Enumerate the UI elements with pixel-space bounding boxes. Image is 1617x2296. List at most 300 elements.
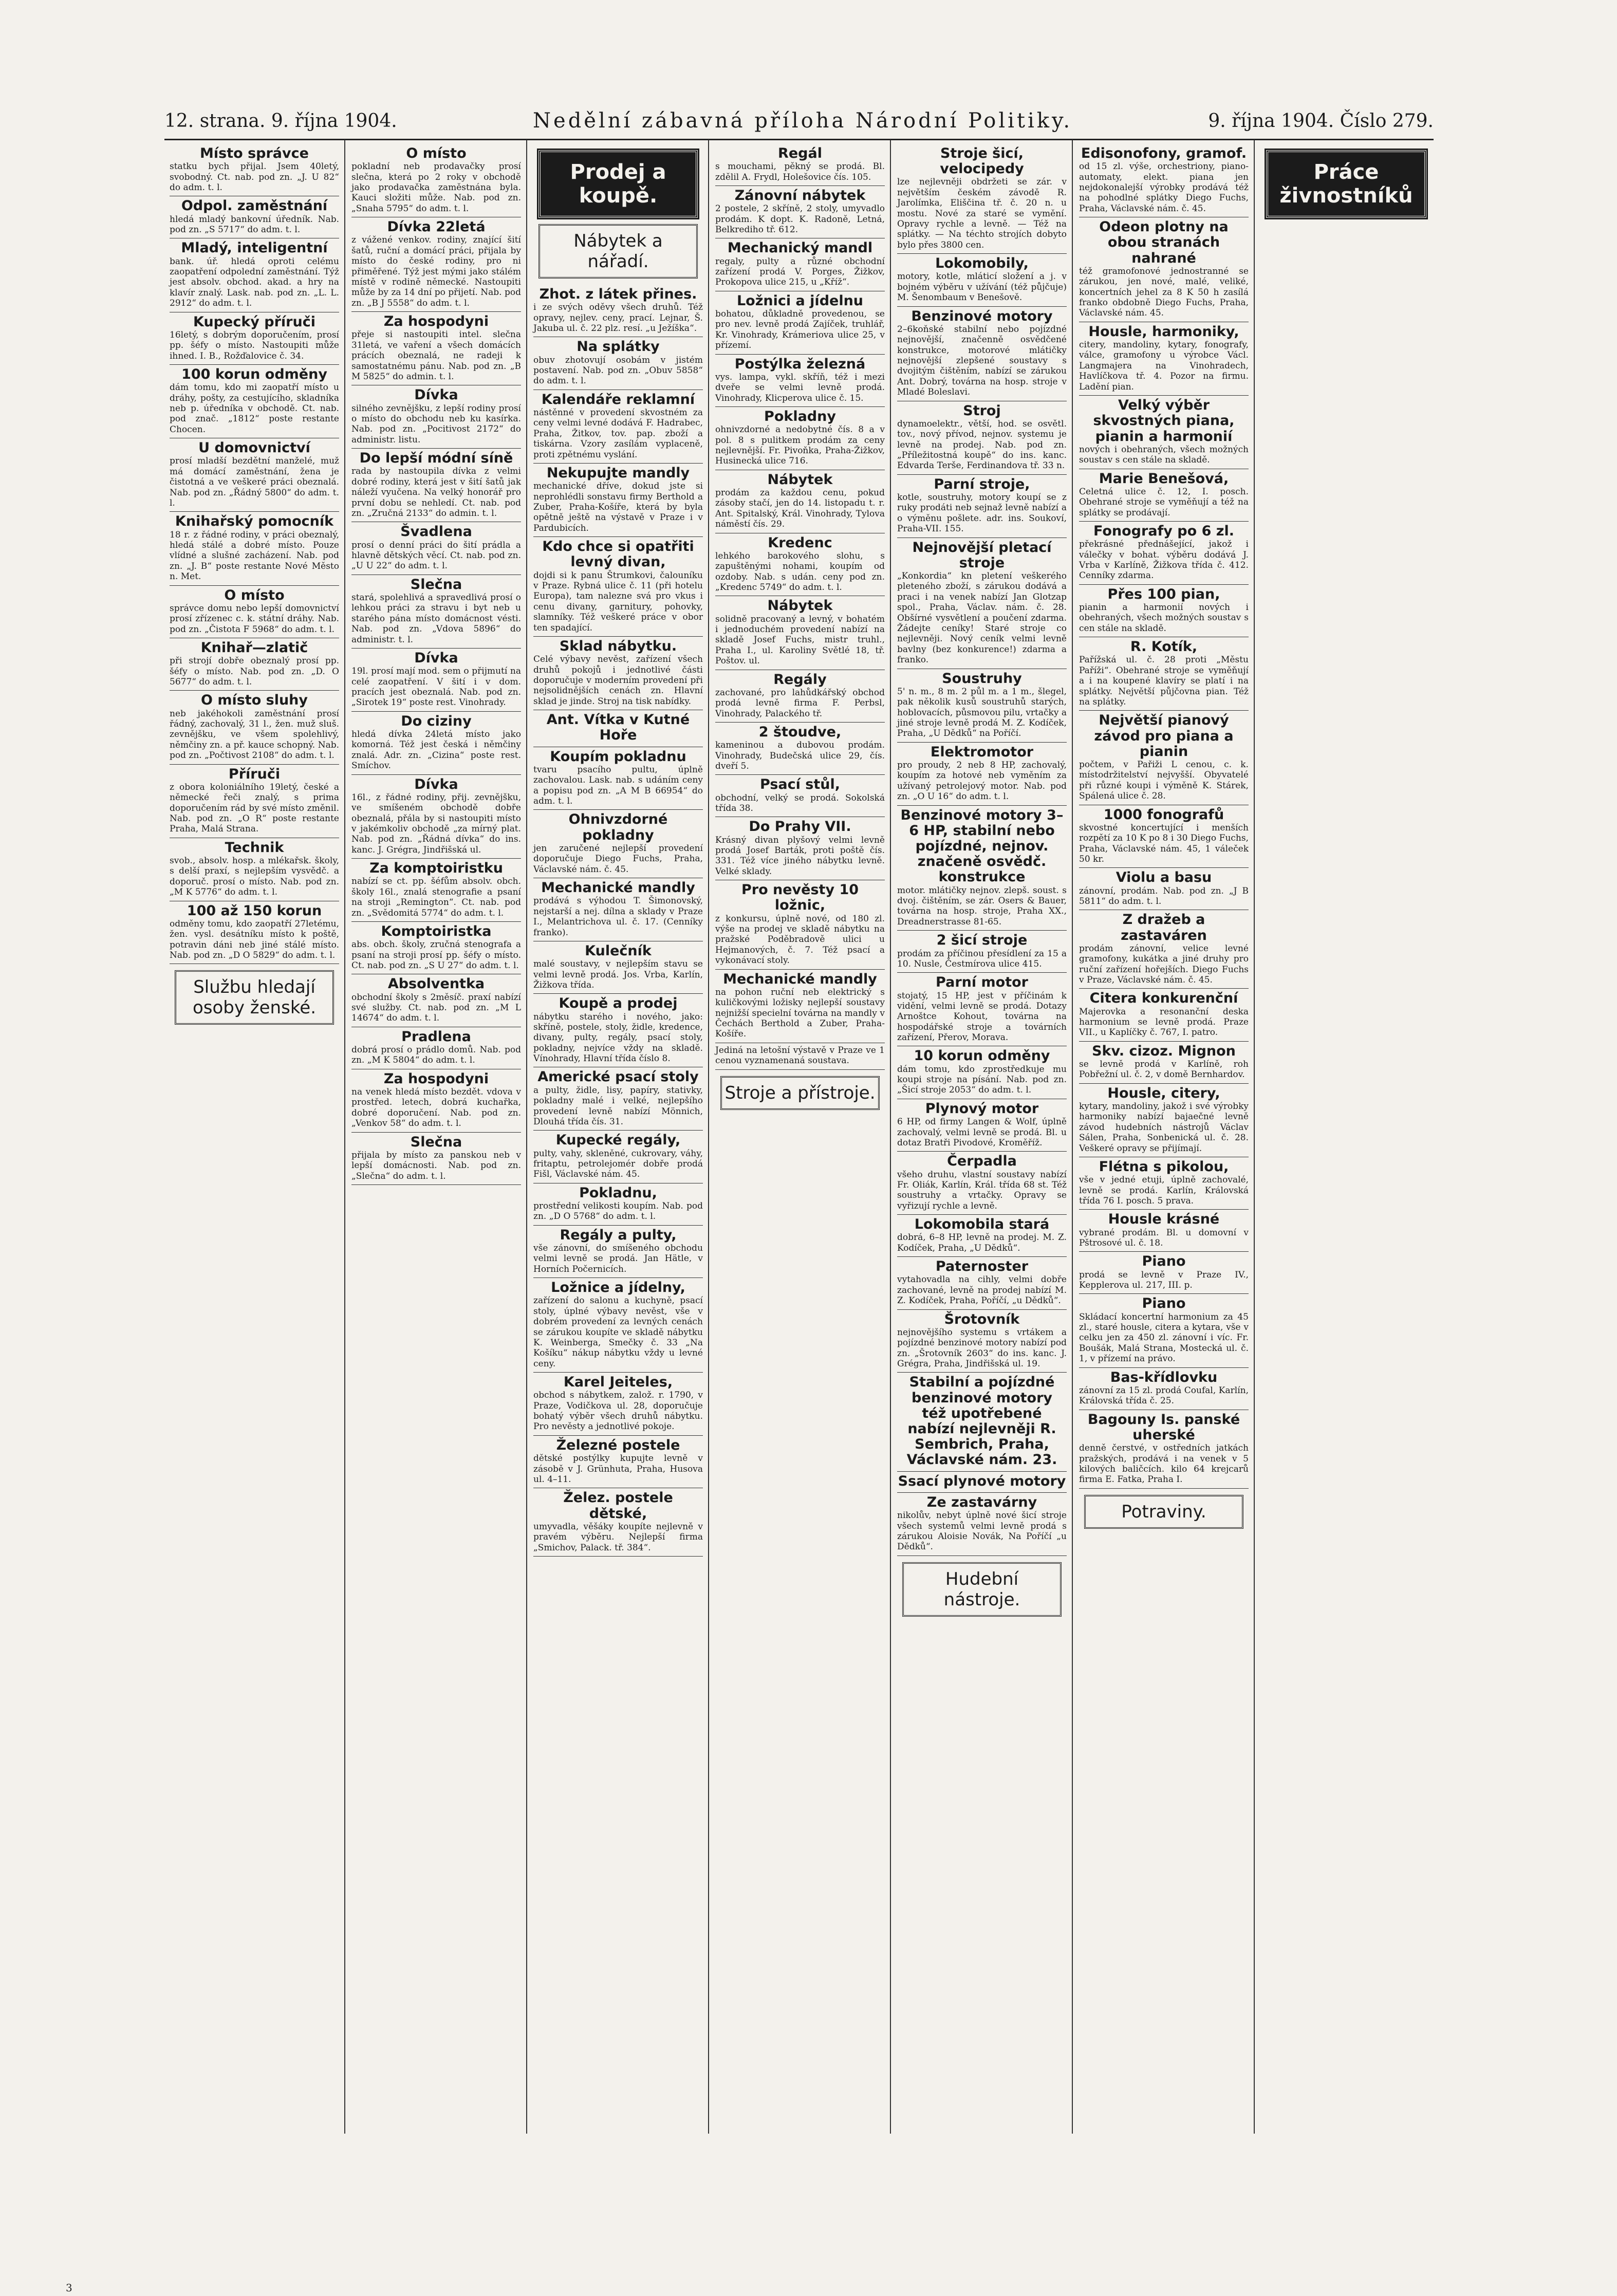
ad-title: Příruči [228,766,281,782]
ad-text: a pulty, židle, lisy, papíry, stativky, pokladny malé i velké, nejlepšího provedení levně nabízí Mönnich, Dlouhá třída čís. 31. [533,1085,703,1127]
classified-ad [897,743,1067,806]
ad-text: na venek hledá místo bezdět. vdova v prostřed. letech, dobrá kuchařka, dobré doporučení. Nab. pod zn. „Venkov 58“ do adm. t. l. [351,1086,521,1129]
ad-title: Dívka 22letá [387,219,486,235]
ad-title: Stroje šicí, velocipedy [940,145,1024,177]
classified-ad [170,438,339,512]
classified-ad [1079,1410,1249,1489]
ad-title: Největší pianový závod pro piana a pianin [1094,712,1234,760]
classified-ad [1079,1157,1249,1210]
ad-text: Majerovka a resonanční deska harmonium se levně prodá. Praze VII., u Kaplíčky č. 767, I. patro. [1079,1006,1249,1038]
classified-ad [1079,1252,1249,1294]
ad-title: Dívka [414,776,458,792]
ad-text: Skládací koncertní harmonium za 45 zl., staré housle, citera a kytara, vše v celku jen za 450 zl. zánovní i víc. Fr. Boušák, Malá Strana, Mostecká ul. č. 1, v přízemí na právo. [1079,1311,1249,1364]
ad-title: 100 až 150 korun [187,902,322,919]
ad-title: Slečna [410,576,462,592]
classified-ad [897,1310,1067,1373]
ad-title: Zhot. z látek přines. [539,286,697,302]
ad-title: O místo sluhy [200,692,308,709]
classified-ad [170,586,339,638]
ad-title: Zánovní nábytek [734,188,866,204]
classified-ad [715,670,885,723]
page-header [164,103,1434,140]
ad-text: nejnovějšího systemu s vrtákem a pojízdné benzinové motory nabízí pod zn. „Šrotovník 2603“ do ins. kanc. J. Grégra, Praha, Jindřišská ul. 19. [897,1327,1067,1369]
classified-ad [351,1133,521,1185]
column-2 [345,140,527,2134]
ad-text: vybrané prodám. Bl. u domovní v Pštrosové ul. č. 18. [1079,1227,1249,1249]
ad-title: Nejnovější pletací stroje [912,539,1052,571]
ad-title: Šrotovník [944,1311,1020,1327]
column-6 [1073,140,1255,2134]
ad-title: Dívka [414,650,458,666]
classified-ad [533,994,703,1067]
classified-ad [897,669,1067,743]
ad-text: umyvadla, věšáky koupíte nejlevně v pravém výběru. Nejlepší firma „Smichov, Palack. tř. 384“. [533,1521,703,1553]
ad-title: Ant. Vítka v Kutné Hoře [546,712,690,744]
classified-ad [715,355,885,407]
classified-ad [1079,585,1249,637]
classified-ad [715,970,885,1043]
ad-text: malé soustavy, v nejlepším stavu se velmi levně prodá. Jos. Vrba, Karlín, Žižkova třída. [533,959,703,990]
ad-title: Odpol. zaměstnání [181,198,328,214]
ad-text: nových i obehraných, všech možných soustav s cen stále na skladě. [1079,444,1249,466]
ad-title: Paternoster [935,1258,1029,1275]
ad-text: kameninou a dubovou prodám. Vinohrady, Budečská ulice 29, čís. dveří 5. [715,740,885,772]
ad-title: Elektromotor [930,744,1034,760]
column-4 [709,140,891,2134]
ad-text: Krásný divan plyšový velmi levně prodá Josef Barták, proti poště čís. 331. Též více jiného nábytku levně. Velké sklady. [715,835,885,877]
classified-ad [897,1152,1067,1215]
classified-ad [351,1069,521,1133]
ad-title: Z dražeb a zastaváren [1121,912,1207,943]
ad-text: vše zánovní, do smíšeného obchodu velmi levně se prodá. Jan Hätle, v Horních Počernicích. [533,1243,703,1274]
ad-title: Pro nevěsty 10 ložnic, [741,882,859,914]
classified-ad [1079,637,1249,711]
classified-ad [1079,711,1249,805]
classified-ad [1079,396,1249,469]
ad-title: Do Prahy VII. [749,819,851,835]
classified-ad [1079,910,1249,989]
ad-title: Soustruhy [942,670,1022,687]
classified-ad [351,775,521,859]
ad-text: prosí mladší bezdětní manželé, muž má domácí zaměstnání, žena je čistotná a ve veškeré práci obeznalá. Nab. pod zn. „Řádný 5800“ do adm. t. l. [170,456,339,508]
ad-title: Nekupujte mandly [546,465,690,481]
classified-ad [1079,989,1249,1041]
ad-title: R. Kotík, [1130,639,1198,655]
ad-text: z vážené venkov. rodiny, znající šití šatů, ruční a domácí práci, přijala by místo do české rodiny, pro ni přiměřené. Týž jest mými jako stálém místě v rodině německé. Nastoupiti může by za 14 dní po přijetí. Nab. pod zn. „B J 5558“ do adm. t. l. [351,235,521,308]
ad-title: Psací stůl, [760,776,840,793]
ad-title: Komptoiristka [381,923,492,939]
ad-text: dětské postýlky kupujte levně v zásobě v J. Grünhuta, Praha, Husova ul. 4–11. [533,1453,703,1485]
ad-title: Mechanické mandly [541,880,695,896]
ad-text: pianin a harmonií nových i obehraných, všech možných soustav s cen stále na skladě. [1079,602,1249,634]
ad-text: z konkursu, úplně nové, od 180 zl. výše na prodej ve skladě nábytku na pražské Poděbradově ulici u Hejmanových, č. 7. Též psací a vykonávací stoly. [715,913,885,966]
header-right: 9. října 1904. Číslo 279. [1208,110,1434,132]
classified-ad [533,1226,703,1278]
ad-text: „Konkordia“ kn pletení veškerého pleteného zboží, s zárukou dodává a praci i na venek nabízí Jan Glotzap spol., Praha, Václav. nám. č. 28. Obšírné vysvětlení a poučení zdarma. Žádejte ceníky! Staré stroje co nejlevněji. Nový ceník velmi levně bavlny (bez konkurence!) zdarma a franko. [897,571,1067,665]
ad-title: Do lepší módní síně [359,450,513,467]
ad-text: dám tomu, kdo zprostředkuje mu koupi stroje na písání. Nab. pod zn. „Šicí stroje 2053“ do adm. t. l. [897,1064,1067,1096]
ad-title: Mechanický mandl [727,240,873,256]
classified-ad [170,901,339,965]
ad-title: Parní motor [936,974,1028,991]
ad-text: dojdi si k panu Štrumkovi, čalouníku v Praze. Rybná ulice č. 11 (při hotelu Europa), tam nalezne svá pro vkus i cenu divany, garnitury, pohovky, slamníky. Též veškeré práce v obor ten spadající. [533,570,703,633]
classified-ad [715,144,885,186]
classified-ad [715,1043,885,1070]
classified-ad [897,1215,1067,1257]
classified-ad [897,1099,1067,1152]
ad-title: Mechanické mandly [723,971,877,987]
ad-text: z obora koloniálního 19letý, české a německé řeči znalý, s prima doporučením rád by své místo změnil. Nab. pod zn. „O R“ poste restante Praha, Malá Strana. [170,782,339,835]
ad-text: silného zevnějšku, z lepší rodiny prosí o místo do obchodu neb ku kasírka. Nab. pod zn. „Pocitivost 2172“ do administr. listu. [351,403,521,445]
ad-title: Lokomobila stará [914,1216,1050,1233]
classified-ad [170,765,339,838]
classified-ad [1079,1084,1249,1157]
ad-text: lze nejlevněji obdržeti se zár. v největším českém závodě R. Jarolímka, Eliščina tř. č. 20 n. u mostu. Nové za staré se vymění. Opravy rychle a levně. — Též na splátky. — Na téchto strojích dobyto bylo přes 3800 cen. [897,177,1067,250]
ad-text: obchod s nábytkem, založ. r. 1790, v Praze, Vodičkova ul. 28, doporučuje bohatý výběr všech druhů nábytku. Pro nevěsty a jednotlivé pokoje. [533,1390,703,1432]
ad-title: Housle krásné [1108,1211,1220,1228]
ad-title: Ssací plynové motory [898,1473,1066,1489]
ad-title: Kulečník [585,942,652,959]
classified-ad [715,817,885,880]
ad-text: neb jakéhokoli zaměstnání prosí řádný, zachovalý, 31 l., žen. muž sluš. zevnějšku, ve všem spolehlivý, němčiny zn. a př. kauce schopný. Nab. pod zn. „Počtivost 2108“ do adm. t. l. [170,708,339,761]
section-women-service: Službu hledají osoby ženské. [175,970,334,1025]
ad-title: Knihař—zlatič [200,639,308,656]
ad-title: Koupě a prodej [559,995,678,1012]
classified-ad [533,1436,703,1488]
classified-ad [897,1472,1067,1493]
ad-text: dám tomu, kdo mi zaopatří místo u dráhy, pošty, za cestujícího, skladníka neb p. úředníka v obchodě. Ct. nab. pod znač. „1812“ poste restante Chocen. [170,382,339,435]
classified-ad [533,637,703,710]
ad-text: pulty, vahy, skleněné, cukrovary, váhy, fritaptu, petrolejomér dobře prodá Fišl, Václavské nám. 45. [533,1148,703,1180]
ad-title: Ze zastavárny [926,1494,1037,1510]
ad-text: kytary, mandoliny, jakož i své výrobky harmoniky nabízí bajaečné levně závod hudebních nástrojů Václav Sálen, Praha, Sonbenická ul. č. 28. Veškeré opravy se přijímají. [1079,1101,1249,1154]
ad-title: O místo [224,587,285,603]
ad-text: dynamoelektr., větší, hod. se osvětl. tov., nový přívod, nejnov. systemu je levně na prodej. Nab. pod zn. „Příležitostná koupě“ do ins. kanc. Edvarda Terše, Ferdinandova tř. 33 n. [897,418,1067,471]
classified-ad [1079,322,1249,396]
classified-ad [715,596,885,670]
ad-title: Kredenc [768,534,832,551]
ad-title: Kdo chce si opatřiti levný divan, [542,539,694,570]
ad-text: statku bych přijal. Jsem 40letý, svobodný. Ct. nab. pod zn. „J. U 82“ do adm. t. l. [170,161,339,193]
classified-ad [533,1488,703,1557]
ad-text: zařízení do salonu a kuchyně, psací stoly, úplné výbavy nevěst, vše v dobrém provedení za levných cenách se zárukou koupíte ve skladě nábytku K. Weinberga, Smečky č. 33 „Na Košíku“ nákup nábytku vždy u levné ceny. [533,1295,703,1369]
classified-ad [351,217,521,312]
ad-title: Železné postele [556,1437,680,1453]
ad-text: prosí o denní práci do šití prádla a hlavně dětských věcí. Ct. nab. pod zn. „U U 22“ do adm. t. l. [351,540,521,571]
ad-text: počtem, v Pařiži L cenou, c. k. místodržitelství nejvyšší. Obyvatelé při různé koupi i výměně K. Stárek, Spálená ulice č. 28. [1079,760,1249,802]
ad-title: Technik [225,839,284,856]
ad-title: Karel Jeiteles, [563,1374,673,1391]
ad-title: Lokomobily, [935,255,1029,272]
ad-text: dobrá, 6–8 HP, levně na prodej. M. Z. Kodíček, Praha, „U Dědků“. [897,1232,1067,1253]
classified-ad [897,307,1067,401]
ad-text: zánovní, prodám. Nab. pod zn. „J B 5811“ do adm. t. l. [1079,885,1249,906]
column-1 [163,140,345,2134]
ad-text: motory, kotle, mláticí složení a j. v bojném výběru v užívání (též půjčuje) M. Šenombaum v Benešově. [897,271,1067,303]
ad-title: 1000 fonografů [1103,806,1224,823]
classified-ad [351,575,521,649]
classified-ad [715,470,885,533]
classified-ad [170,312,339,365]
classified-ad [715,723,885,775]
ad-text: stojatý, 15 HP, jest v příčinám k vidění, velmi levně se prodá. Dotazy Arnoštce Kohout, továrna na hospodářské stroje a továrních zařízení, Přerov, Morava. [897,990,1067,1043]
section-music: Hudební nástroje. [902,1562,1062,1617]
classified-ad [170,238,339,312]
classified-ad [351,712,521,775]
ad-text: 18 r. z řádné rodiny, v práci obeznalý, hledá stálé a dobré místo. Pouze vlídné a slušné zacházení. Nab. pod zn. „J. B“ poste restante Nové Město n. Met. [170,529,339,582]
ad-title: Ložnici a jídelnu [736,292,864,309]
ad-title: Stabilní a pojízdné benzinové motory též upotřebené nabízí nejlevněji R. Sembrich, Praha, Václavské nám. 23. [906,1374,1057,1468]
classified-ad [533,285,703,337]
ad-text: lehkého barokového slohu, s zapuštěnými nohami, koupím od ozdoby. Nab. s udán. ceny pod zn. „Kredenc 5749“ do adm. t. l. [715,550,885,593]
ad-title: Švadlena [400,524,472,540]
ad-text: Pařížská ul. č. 28 proti „Městu Paříži“. Obehrané stroje se vyměňují a i na koupené klavíry se platí i na splátky. Největší půjčovna pian. Též na splátky. [1079,655,1249,707]
ad-title: Sklad nábytku. [559,638,677,654]
ad-title: Regál [778,145,822,161]
column-5 [891,140,1073,2134]
classified-ad [170,691,339,764]
classified-ad [1079,1294,1249,1367]
ad-text: se levně prodá v Karlíně, roh Pobřežní ul. č. 2, v domě Bernhardov. [1079,1059,1249,1080]
classified-ad [533,878,703,941]
ad-title: Kupecký příruči [193,313,315,330]
ad-text: přeje si nastoupiti intel. slečna 31letá, ve vaření a všech domácích prácích obeznalá, ne radeji k samostatnému pánu. Nab. pod zn. „B M 5825“ do admin. t. l. [351,329,521,382]
ad-text: prodám zánovní, velice levné gramofony, kukátka a jiné druhy pro ruční zařízení hořejších. Diego Fuchs v Praze, Václavské nám. č. 45. [1079,943,1249,986]
ad-title: Regály [773,671,827,688]
classified-ad [351,974,521,1027]
ad-title: 100 korun odměny [181,366,327,383]
classified-ad [533,537,703,637]
ad-title: Postýlka železná [734,356,866,372]
classified-ad [170,196,339,238]
classified-ad [897,1373,1067,1471]
classified-ad [897,806,1067,931]
classified-ad [715,186,885,238]
ad-text: od 15 zl. výše, orchestriony, piano-automaty, elekt. piana jen nejdokonalejší výrobky prodává též na pohodlné splátky Diego Fuchs, Praha, Václavské nám. č. 45. [1079,161,1249,214]
ad-text: prodám za příčinou přesídlení za 15 a 10. Nusle, Čestmírova ulice 415. [897,948,1067,969]
ad-text: 16letý, s dobrým doporučením, prosí pp. šéfy o místo. Nastoupiti může ihned. I. B., Rožďalovice č. 34. [170,329,339,361]
ad-title: Bagouny Is. panské uherské [1087,1411,1240,1443]
ad-text: pokladní neb prodavačky prosí slečna, která po 2 roky v obchodě jako prodavačka zaměstnána byla. Kauci složiti může. Nab. pod zn. „Snaha 5795“ do adm. t. l. [351,161,521,214]
classified-ad [897,1257,1067,1309]
ad-title: Fonografy po 6 zl. [1093,523,1234,539]
ad-title: Regály a pulty, [560,1227,677,1243]
ad-title: Knihařský pomocník [175,513,334,530]
header-title: Nedělní zábavná příloha Národní Politiky. [533,109,1073,133]
ad-text: s mouchami, pěkný se prodá. Bl. zdělil A. Frydl, Holešovice čís. 105. [715,161,885,182]
classified-ad [897,538,1067,669]
classified-ad [897,1493,1067,1556]
ad-title: Piano [1142,1295,1186,1312]
ad-text: nástěnné v provedení skvostném za ceny velmi levné dodává F. Hadrabec, Praha, Žitkov, tov. pap. zboží a tiskárna. Vzory zasílám vyplaceně, proti zpětnému vyslání. [533,408,703,460]
classified-ad [897,475,1067,538]
ad-text: bank. úř. hledá oproti celému zaopatření odpolední zaměstnání. Týž jest absolv. obchod. akad. a hry na klavír znalý. Lask. nab. pod zn. „L. L. 2912“ do adm. t. l. [170,256,339,309]
ad-title: Za komptoiristku [369,860,503,877]
ad-text: nábytku starého i nového, jako: skříně, postele, stoly, židle, kredence, divany, pulty, regály, psací stoly, pokladny, nejvíce vždy na skladě. Vínohrady, Hlavní třída číslo 8. [533,1011,703,1064]
ad-text: 19l. prosí mají mod. sem o přijmutí na celé zaopatření. V šití i v dom. pracích jest obeznalá. Nab. pod zn. „Sirotek 19“ poste rest. Vinohrady. [351,666,521,708]
classified-ad [533,1067,703,1131]
ad-title: Violu a basu [1116,869,1212,886]
ad-title: Flétna s pikolou, [1099,1159,1229,1175]
section-misc: Potraviny. [1084,1495,1243,1529]
classified-ad [1079,805,1249,868]
classified-ad [351,144,521,217]
ad-title: Pradlena [401,1028,471,1045]
ad-text: ohnivzdorné a nedobytné čís. 8 a v pol. 8 s pulitkem prodám za ceny nejlevnější. Fr. Pivoňka, Praha-Žižkov, Husinecká ulice 716. [715,424,885,467]
classified-ad [897,144,1067,254]
ad-title: U domovnictví [198,440,310,456]
classified-columns [163,140,1437,2134]
ad-text: denně čerstvé, v ostředních jatkách pražských, prodává i na venek v 5 kilových baličcích. kilo 64 krejcarů firma E. Fatka, Praha I. [1079,1443,1249,1485]
ad-text: pro proudy, 2 neb 8 HP, zachovalý, koupím za hotové neb vyměním za užívaný petrolejový motor. Nab. pod zn. „O U 16“ do adm. t. l. [897,760,1067,802]
ad-text: prodává s výhodou T. Šimonovský, nejstarší a nej. dílna a sklady v Praze I., Melantrichova ul. č. 17. (Cenníky franko). [533,896,703,938]
classified-ad [351,859,521,922]
classified-ad [533,1131,703,1183]
ad-text: překrásné přednášející, jakož i válečky v bohat. výběru dodává J. Vrba v Karlíně, Žižkova třída č. 412. Cenníky zdarma. [1079,539,1249,581]
ad-title: Piano [1142,1253,1186,1270]
classified-ad [715,880,885,969]
classified-ad [897,254,1067,306]
ad-title: Mladý, inteligentní [181,240,328,256]
ad-text: obchodní, velký se prodá. Sokolská třída 38. [715,792,885,814]
classified-ad [170,638,339,691]
classified-ad [533,1183,703,1226]
ad-title: Stroj [963,402,1001,419]
ad-text: obchodní školy s 2měsíč. praxí nabízí své služby. Ct. nab. pod zn. „M L 14674“ do adm. t. l. [351,992,521,1024]
ad-title: 10 korun odměny [914,1048,1050,1064]
ad-text: 5' n. m., 8 m. 2 půl m. a 1 m., šlegel, pak několik kusů soustruhů starých, hoblovacích, půsmovou pilu, vrtačky a jiné stroje levně prodá M. Z. Kodíček, Praha, „U Dědků“ na Poříčí. [897,686,1067,739]
ad-title: Parní stroje, [934,476,1030,492]
classified-ad [351,312,521,385]
classified-ad [533,941,703,994]
classified-ad [897,973,1067,1046]
ad-title: Nábytek [767,471,833,488]
classified-ad [1079,1368,1249,1410]
ad-title: Marie Benešová, [1099,470,1229,487]
ad-text: bohatou, důkladně provedenou, se pro nev. levně prodá Zajíček, truhlář, Kr. Vinohrady, Krámeriova ulice 25, v přízemí. [715,309,885,351]
ad-title: Ohnivzdorné pokladny [568,811,668,843]
ad-title: Absolventka [387,976,485,992]
ad-title: Kalendáře reklamní [541,391,695,408]
ad-text: solidně pracovaný a levný, v bohatém i jednoduchém provedení nabízí na skladě Josef Fuchs, mistr truhl., Praha I., ul. Karoliny Světlé 18, tř. Poštov. ul. [715,614,885,666]
ad-text: 6 HP, od firmy Langen & Wolf, úplně zachovalý, velmi levně se prodá. Bl. u dotaz Bratři Pivodové, Kroměříž. [897,1117,1067,1148]
section-machines: Stroje a přístroje. [720,1076,880,1110]
page-corner-mark: 3 [66,2282,72,2294]
ad-title: Benzinové motory [911,308,1053,324]
ad-title: Čerpadla [947,1153,1017,1170]
ad-title: 2 šicí stroje [936,932,1028,949]
ad-text: nikolův, nebyt úplně nové šicí stroje všech systemů velmi levně prodá s zárukou Aloisie Novák, Na Poříčí „u Dědků“. [897,1510,1067,1552]
ad-text: regaly, pulty a různé obchodní zařízení prodá V. Porges, Žižkov, Prokopova ulice 215, u „Kříž“. [715,256,885,288]
column-7 [1255,140,1437,2134]
classified-ad [1079,469,1249,522]
ad-title: Edisonofony, gramof. [1081,145,1247,161]
ad-text: zánovní za 15 zl. prodá Coufal, Karlín, Královská třída č. 25. [1079,1385,1249,1406]
ad-title: Plynový motor [925,1100,1039,1117]
ad-text: skvostné koncertující i menších rozpětí za 10 K po 8 i 30 Diego Fuchs, Praha, Václavské nám. 45, 1 váleček 50 kr. [1079,822,1249,864]
ad-title: Citera konkurenční [1089,990,1238,1007]
ad-title: Přes 100 pian, [1107,586,1220,602]
classified-ad [351,649,521,712]
ad-text: všeho druhu, vlastní soustavy nabízí Fr. Oliák, Karlín, Král. třída 68 st. Též soustruhy a vrtačky. Opravy se vyřizují rychle a levně. [897,1169,1067,1211]
classified-ad [715,407,885,470]
ad-title: Velký výběr skvostných piana, pianin a harmonií [1093,397,1235,445]
classified-ad [170,838,339,901]
ad-title: Skv. cizoz. Mignon [1092,1043,1236,1059]
ad-title: Za hospodyni [383,313,489,330]
ad-title: Koupím pokladnu [550,748,686,765]
ad-title: Americké psací stoly [537,1069,699,1085]
ad-text: odměny tomu, kdo zaopatří 27letému, žen. vysl. desátníku místo k poště, potravin dáni neb jiné stálé místo. Nab. pod zn. „D O 5829“ do adm. t. l. [170,918,339,960]
ad-text: svob., absolv. hosp. a mlékařsk. školy, s delší praxí, s nejlepším vysvědč. a doporuč. prosí o místo. Nab. pod zn. „M K 5776“ do adm. t. l. [170,856,339,898]
ad-title: Na splátky [577,339,660,355]
ad-text: 2–6koňské stabilní nebo pojízdné nejnovější, značenně osvědčené konstrukce, motorové mlátičky nejnovější zlepšené soustavy s dvojitým čištěním, nabízí se zárukou Ant. Dobrý, továrna na hosp. stroje v Mladé Boleslavi. [897,324,1067,398]
banner-crafts: Práce živnostníků [1266,150,1426,218]
ad-title: Bas-křídlovku [1110,1369,1218,1385]
ad-text: vše v jedné etuji, úplně zachovalé, levně se prodá. Karlín, Královská třída 76 I. posch. 5 prava. [1079,1175,1249,1207]
classified-ad [170,512,339,585]
ad-title: Benzinové motory 3–6 HP, stabilní nebo pojízdné, nejnov. značeně osvědč. konstrukce [900,807,1064,885]
ad-title: Želez. postele dětské, [563,1490,673,1522]
ad-title: Nábytek [767,598,833,614]
ad-text: dobrá prosí o prádlo domů. Nab. pod zn. „M K 5804“ do adm. t. l. [351,1044,521,1066]
ad-text: 2 postele, 2 skříně, 2 stoly, umyvadlo prodám. K dopt. K. Radoně, Letná, Belkrediho tř. 612. [715,203,885,235]
ad-text: vytahovadla na cihly, velmi dobře zachované, levně na prodej nabízí M. Z. Kodíček, Praha, Poříčí, „u Dědků“. [897,1274,1067,1306]
ad-text: při strojí dobře obeznalý prosí pp. šéfy o místo. Nab. pod zn. „D. O 5677“ do adm. t. l. [170,656,339,687]
classified-ad [533,1373,703,1436]
ad-text: citery, mandoliny, kytary, fonografy, válce, gramofony u výrobce Václ. Langmajera na Vinohradech, Havlíčkova tř. 4. Pozor na firmu. Ladění pian. [1079,340,1249,392]
ad-title: 2 štoudve, [758,724,842,740]
ad-title: Místo správce [200,145,309,161]
ad-text: Jediná na letošní výstavě v Praze ve 1 cenou vyznamenaná soustava. [715,1045,885,1066]
ad-text: správce domu nebo lepší domovnictví prosí zřízenec c. k. státní dráhy. Nab. pod zn. „Čistota F 5968“ do adm. t. l. [170,603,339,635]
classified-ad [170,144,339,196]
ad-title: Pokladny [764,409,836,425]
ad-text: vys. lampa, vykl. skříň, též i mezi dveře se velmi levně prodá. Vinohrady, Klicperova ulice č. 15. [715,372,885,403]
classified-ad [533,464,703,537]
ad-title: Dívka [414,387,458,403]
ad-title: Slečna [410,1134,462,1150]
classified-ad [715,533,885,597]
ad-title: Pokladnu, [579,1184,657,1201]
classified-ad [351,449,521,522]
ad-text: na pohon ruční neb elektrický s kuličkovými ložisky nejlepší soustavy nejnižší specielní továrna na mandly v Čechách Berthold a Zuber, Praha-Košíře. [715,987,885,1040]
ad-text: abs. obch. školy, zručná stenografa a psaní na stroji prosí pp. šéfy o místo. Ct. nab. pod zn. „S U 27“ do adm. t. l. [351,939,521,971]
ad-title: Za hospodyni [383,1070,489,1087]
classified-ad [715,291,885,355]
ad-title: Kupecké regály, [555,1132,681,1149]
ad-text: motor. mlátičky nejnov. zlepš. soust. s dvoj. čištěním, se zár. Osers & Bauer, továrna na hosp. stroje, Praha XX., Dreadnerstrasse 81-65. [897,885,1067,927]
classified-ad [533,337,703,390]
ad-text: prodá se levně v Praze IV., Kepplerova ul. 217, III. p. [1079,1269,1249,1291]
ad-text: hledá mladý bankovní úředník. Nab. pod zn. „S 5717“ do adm. t. l. [170,214,339,235]
ad-text: Celetná ulice č. 12, I. posch. Obehrané stroje se vyměňují a též na splátky se prodávají. [1079,486,1249,518]
classified-ad [897,401,1067,475]
ad-title: Ložnice a jídelny, [551,1280,685,1296]
classified-ad [1079,868,1249,910]
ad-text: kotle, soustruhy, motory koupí se z ruky prodáti neb sejnaž levně nabízí a o výměnu pošlete. adr. ins. Soukoví, Praha-VII. 155. [897,492,1067,534]
classified-ad [897,931,1067,973]
classified-ad [351,522,521,575]
ad-text: stará, spolehlivá a spravedlivá prosí o lehkou práci za stravu i byt neb u starého pána místo domácnost vésti. Nab. pod zn. „Vdova 5896“ do administr. t. l. [351,592,521,645]
ad-text: obuv zhotovují osobám v jistém postavení. Nab. pod zn. „Obuv 5858“ do adm. t. l. [533,355,703,386]
classified-ad [1079,1042,1249,1084]
ad-text: přijala by místo za panskou neb v lepší domácnosti. Nab. pod zn. „Slečna“ do adm. t. l. [351,1150,521,1181]
classified-ad [533,390,703,464]
classified-ad [897,1046,1067,1099]
column-3 [527,140,709,2134]
classified-ad [170,365,339,438]
